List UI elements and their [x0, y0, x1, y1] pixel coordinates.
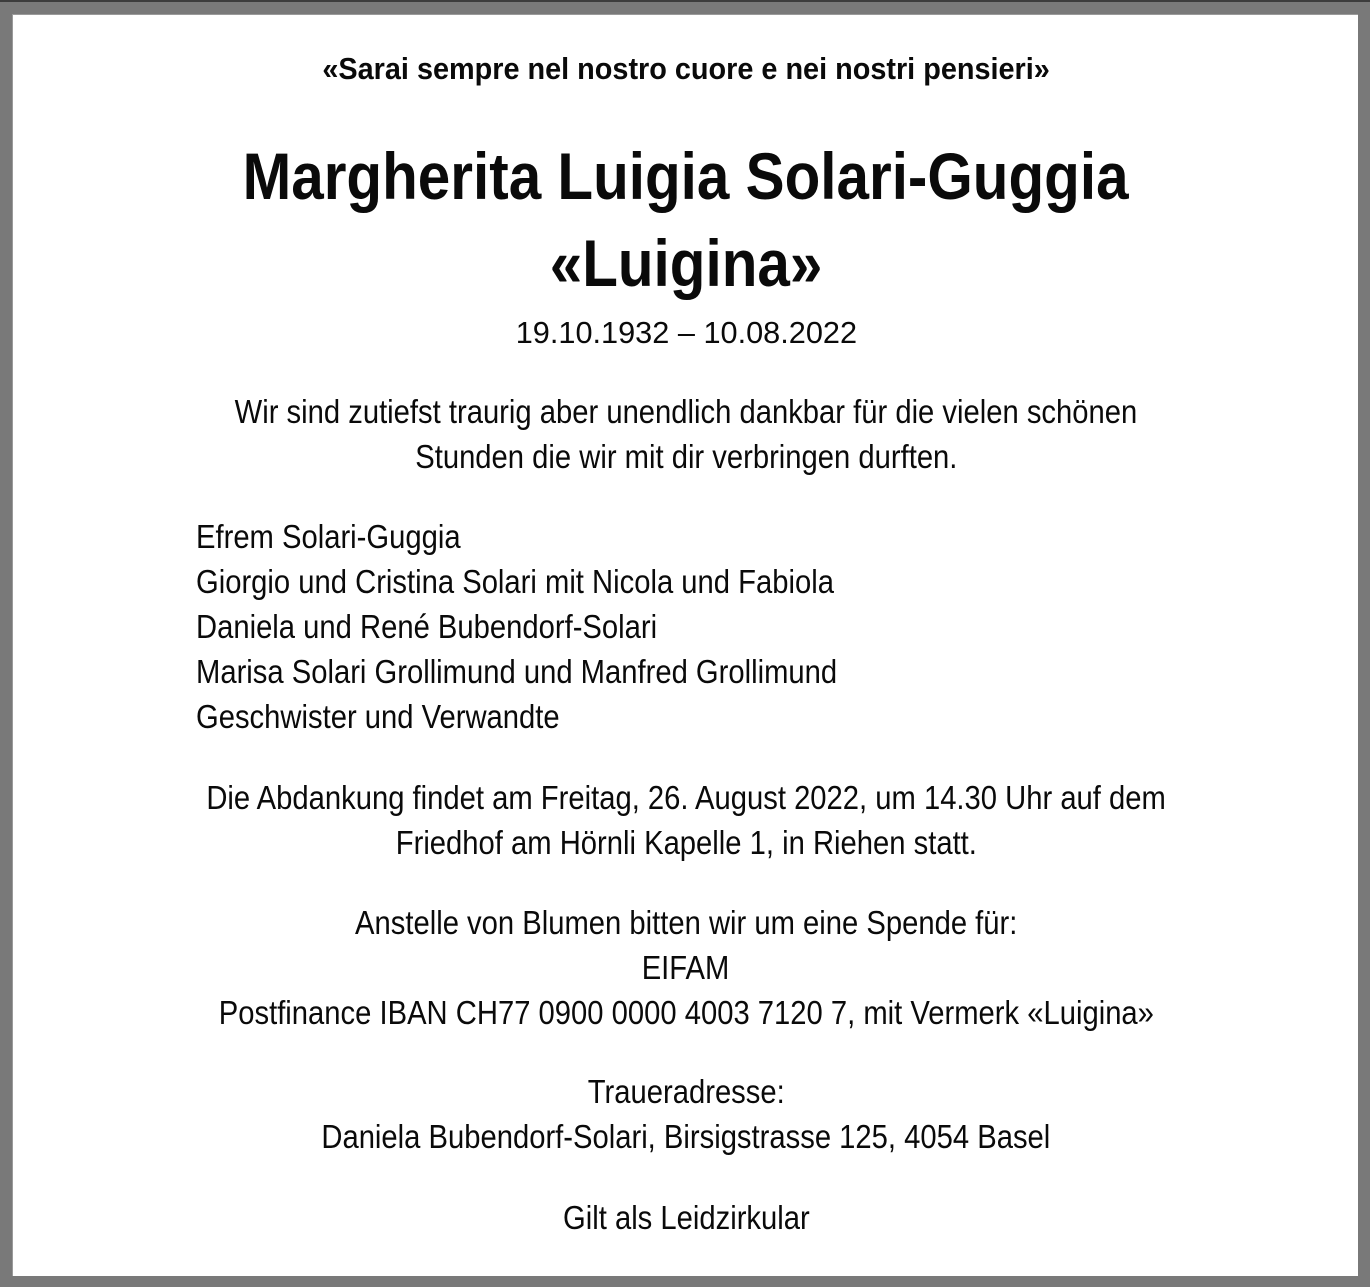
service-line: [13, 781, 1359, 814]
donation-line: [13, 906, 1359, 939]
address-text: Daniela Bubendorf-Solari, Birsigstrasse 125, 4054 Basel: [321, 1118, 1051, 1155]
footer-note: [13, 1201, 1359, 1234]
mourner-item: Giorgio und Cristina Solari mit Nicola und Fabiola: [196, 563, 834, 600]
mourner-item: Daniela und René Bubendorf-Solari: [196, 608, 658, 645]
motto: [13, 53, 1359, 84]
donation-recipient-text: EIFAM: [642, 949, 730, 986]
life-dates: [13, 317, 1359, 348]
deceased-name: [13, 139, 1359, 213]
mourner-item: Marisa Solari Grollimund und Manfred Grollimund: [196, 653, 838, 690]
message-line: [13, 395, 1359, 428]
service-text: Die Abdankung findet am Freitag, 26. August 2022, um 14.30 Uhr auf dem: [206, 779, 1166, 816]
address-heading: [13, 1075, 1359, 1108]
message-text: Stunden die wir mit dir verbringen durften.: [414, 438, 958, 475]
address-heading-text: Traueradresse:: [587, 1073, 785, 1110]
service-line: [13, 826, 1359, 859]
donation-text: Anstelle von Blumen bitten wir um eine Spende für:: [354, 904, 1018, 941]
mourner-item: Efrem Solari-Guggia: [196, 518, 461, 555]
donation-bank-details: [13, 996, 1359, 1029]
message-line: [13, 440, 1359, 473]
life-dates-text: 19.10.1932 – 10.08.2022: [515, 315, 857, 350]
footer-text: Gilt als Leidzirkular: [562, 1199, 810, 1236]
obituary-notice: [12, 14, 1358, 1276]
deceased-nickname: [13, 226, 1359, 300]
mourning-address: [13, 1120, 1359, 1153]
motto-text: «Sarai sempre nel nostro cuore e nei nostri pensieri»: [322, 51, 1050, 86]
service-text: Friedhof am Hörnli Kapelle 1, in Riehen statt.: [395, 824, 977, 861]
donation-recipient: [13, 951, 1359, 984]
deceased-full-name: Margherita Luigia Solari-Guggia: [243, 139, 1129, 213]
message-text: Wir sind zutiefst traurig aber unendlich dankbar für die vielen schönen: [234, 393, 1138, 430]
iban-text: Postfinance IBAN CH77 0900 0000 4003 7120 7, mit Vermerk «Luigina»: [218, 994, 1154, 1031]
deceased-nickname-text: «Luigina»: [549, 226, 823, 300]
mourner-item: Geschwister und Verwandte: [196, 698, 560, 735]
